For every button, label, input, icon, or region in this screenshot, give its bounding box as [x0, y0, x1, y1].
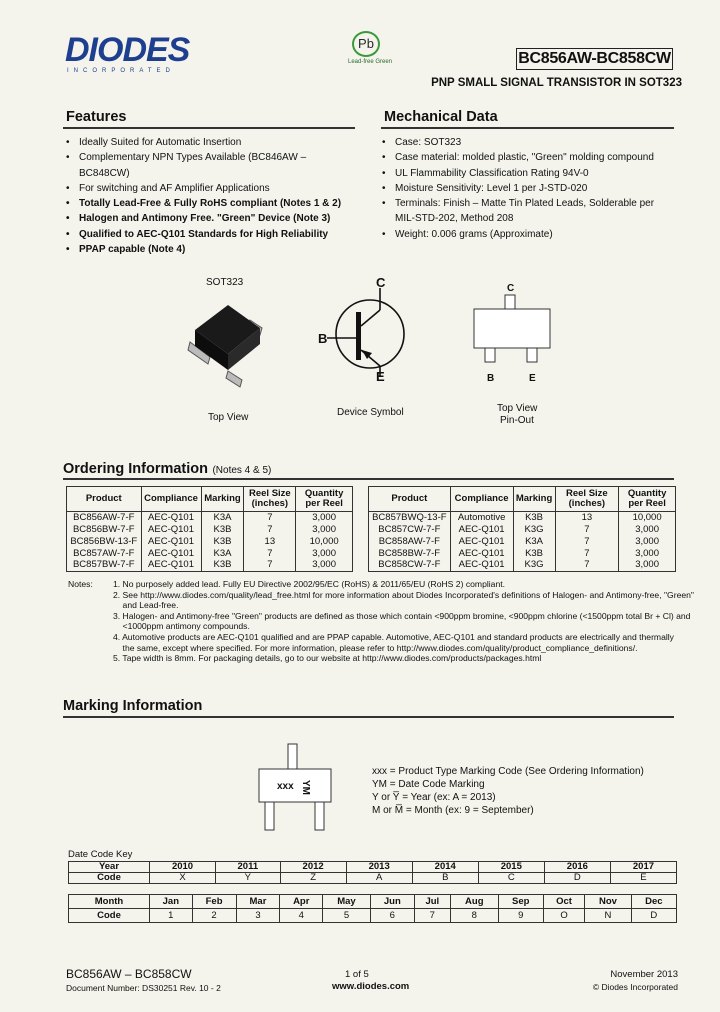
- symbol-pin-b: B: [318, 331, 328, 346]
- footer-page: 1 of 5: [345, 969, 369, 980]
- year-cell: 2010: [150, 862, 216, 873]
- ordering-row: [67, 560, 353, 572]
- marking-heading: Marking Information: [63, 698, 203, 714]
- month-code-cell: 8: [450, 909, 498, 923]
- pinout-pin-c: C: [507, 283, 515, 294]
- month-cell: Apr: [280, 895, 323, 909]
- ordering-row: [67, 524, 353, 536]
- year-code-cell: Y: [216, 873, 281, 884]
- feature-item: • For switching and AF Amplifier Applications: [66, 181, 356, 196]
- package-label: SOT323: [206, 277, 244, 288]
- note-item: and Lead-free.: [113, 600, 179, 611]
- month-code-cell: 3: [236, 909, 280, 923]
- note-item: <1000ppm antimony compounds.: [113, 621, 250, 632]
- company-logo: DIODES: [65, 31, 190, 69]
- year-code-table: [68, 861, 677, 884]
- ordering-cell: K3B: [201, 560, 244, 572]
- col-product: Product: [369, 487, 451, 512]
- pinout-caption-1: Top View: [497, 403, 538, 414]
- marking-legend-line: YM = Date Code Marking: [372, 779, 485, 790]
- ordering-cell: BC857BW-7-F: [67, 560, 142, 572]
- ordering-cell: AEC-Q101: [450, 548, 513, 560]
- ordering-cell: BC857AW-7-F: [67, 548, 142, 560]
- month-code-cell: 6: [370, 909, 414, 923]
- ordering-cell: 7: [244, 524, 296, 536]
- year-cell: 2011: [216, 862, 281, 873]
- col-marking: Marking: [513, 487, 555, 512]
- ordering-row: [369, 548, 676, 560]
- ordering-cell: BC858BW-7-F: [369, 548, 451, 560]
- col-compliance: Compliance: [450, 487, 513, 512]
- ordering-row: [67, 536, 353, 548]
- year-code-cell: A: [346, 873, 412, 884]
- year-code-cell: Z: [280, 873, 346, 884]
- col-compliance: Compliance: [141, 487, 201, 512]
- note-item: 1. No purposely added lead. Fully EU Directive 2002/95/EC (RoHS) & 2011/65/EU (RoHS 2) compliant.: [113, 579, 505, 589]
- feature-item: • Ideally Suited for Automatic Insertion: [66, 135, 356, 150]
- features-heading: Features: [66, 109, 127, 125]
- ordering-cell: BC858AW-7-F: [369, 536, 451, 548]
- ordering-cell: 3,000: [619, 524, 676, 536]
- ordering-cell: 7: [244, 548, 296, 560]
- mechanical-item: • Moisture Sensitivity: Level 1 per J-STD-020: [382, 181, 662, 196]
- col-quantity: Quantity per Reel: [619, 487, 676, 512]
- ordering-cell: 13: [244, 536, 296, 548]
- month-code-cell: 7: [414, 909, 450, 923]
- footer-date: November 2013: [610, 969, 678, 980]
- ordering-cell: AEC-Q101: [141, 548, 201, 560]
- month-code-cell: 2: [192, 909, 236, 923]
- company-logo-subtitle: INCORPORATED: [67, 68, 175, 74]
- ordering-cell: AEC-Q101: [450, 560, 513, 572]
- year-code-cell: C: [478, 873, 544, 884]
- ordering-cell: 3,000: [619, 560, 676, 572]
- month-code-cell: 1: [150, 909, 193, 923]
- mechanical-list: [382, 135, 662, 242]
- ordering-cell: 10,000: [619, 512, 676, 524]
- notes-list: [71, 579, 694, 664]
- pinout-pin-b: B: [487, 373, 495, 384]
- marking-legend-line: xxx = Product Type Marking Code (See Ordering Information): [372, 766, 644, 777]
- ordering-heading: [63, 460, 271, 478]
- ordering-table-left: [66, 486, 353, 572]
- pinout-caption-2: Pin-Out: [500, 415, 534, 426]
- ordering-row: [369, 560, 676, 572]
- footer-copyright: © Diodes Incorporated: [592, 982, 678, 992]
- ordering-cell: AEC-Q101: [141, 512, 201, 524]
- mechanical-item: • Weight: 0.006 grams (Approximate): [382, 227, 662, 242]
- ordering-cell: 3,000: [619, 536, 676, 548]
- symbol-pin-e: E: [376, 369, 385, 384]
- note-item: 2. See http://www.diodes.com/quality/lead_free.html for more information about Diodes Incorporated's definitions of Halogen- and Antimony-free, "Green": [113, 589, 694, 600]
- ordering-cell: 10,000: [296, 536, 353, 548]
- ordering-cell: 3,000: [619, 548, 676, 560]
- marking-legend-line: Y or Y̅ = Year (ex: A = 2013): [372, 792, 496, 803]
- year-code-cell: D: [544, 873, 610, 884]
- ordering-divider: [63, 478, 674, 480]
- ordering-cell: 7: [555, 548, 619, 560]
- year-cell: 2014: [412, 862, 478, 873]
- device-symbol-caption: Device Symbol: [337, 407, 404, 418]
- month-cell: Dec: [631, 895, 676, 909]
- ordering-cell: 7: [555, 524, 619, 536]
- ordering-cell: K3A: [513, 536, 555, 548]
- ordering-cell: 3,000: [296, 524, 353, 536]
- ordering-cell: K3B: [513, 512, 555, 524]
- col-quantity: Quantity per Reel: [296, 487, 353, 512]
- ordering-cell: K3B: [201, 536, 244, 548]
- ordering-row: [369, 536, 676, 548]
- mechanical-item: • Case: SOT323: [382, 135, 662, 150]
- ordering-cell: 7: [555, 536, 619, 548]
- footer-website[interactable]: www.diodes.com: [332, 981, 410, 992]
- ordering-cell: K3A: [201, 512, 244, 524]
- marking-legend: [372, 765, 644, 817]
- part-number-title: BC856AW-BC858CW: [516, 48, 673, 70]
- year-cell: 2012: [280, 862, 346, 873]
- year-label: Year: [69, 862, 150, 873]
- month-cell: May: [323, 895, 371, 909]
- ordering-cell: 13: [555, 512, 619, 524]
- ordering-cell: AEC-Q101: [450, 536, 513, 548]
- month-code-label: Code: [69, 909, 150, 923]
- ordering-cell: K3G: [513, 560, 555, 572]
- col-reel-size: Reel Size (inches): [555, 487, 619, 512]
- month-code-cell: 4: [280, 909, 323, 923]
- ordering-cell: AEC-Q101: [141, 524, 201, 536]
- symbol-pin-c: C: [376, 275, 386, 290]
- month-code-table: [68, 894, 677, 923]
- mechanical-item: • Case material: molded plastic, "Green" molding compound: [382, 150, 662, 165]
- ordering-cell: 3,000: [296, 512, 353, 524]
- month-cell: Nov: [585, 895, 632, 909]
- pinout-pin-e: E: [529, 373, 536, 384]
- footer-doc-number: Document Number: DS30251 Rev. 10 - 2: [66, 983, 221, 993]
- note-item: 4. Automotive products are AEC-Q101 qualified and are PPAP capable. Automotive, AEC-Q101 and standard products are electrically and thermally: [113, 631, 674, 642]
- top-view-caption: Top View: [208, 412, 249, 423]
- mechanical-item: • UL Flammability Classification Rating 94V-0: [382, 166, 662, 181]
- ordering-title: Ordering Information: [63, 461, 208, 477]
- ordering-cell: AEC-Q101: [141, 560, 201, 572]
- ordering-cell: K3B: [201, 524, 244, 536]
- ordering-cell: BC858CW-7-F: [369, 560, 451, 572]
- note-item: 3. Halogen- and Antimony-free "Green" products are defined as those which contain <900ppm bromine, <900ppm chlorine (<1500ppm total Br + Cl) and: [113, 610, 691, 621]
- notes-label: Notes:: [68, 579, 93, 589]
- col-product: Product: [67, 487, 142, 512]
- ordering-cell: 7: [244, 512, 296, 524]
- package-image: [180, 290, 270, 390]
- feature-item: • PPAP capable (Note 4): [66, 242, 356, 257]
- month-label: Month: [69, 895, 150, 909]
- marking-code-xxx: xxx: [277, 781, 294, 792]
- ordering-row: [369, 512, 676, 524]
- month-cell: Jul: [414, 895, 450, 909]
- ordering-cell: K3G: [513, 524, 555, 536]
- year-code-label: Code: [69, 873, 150, 884]
- marking-legend-line: M or M̅ = Month (ex: 9 = September): [372, 805, 534, 816]
- note-item: the same, except where specified. For more information, please refer to http://www.diodes.com/quality/product_compliance_definitions/.: [113, 642, 638, 653]
- ordering-title-note: (Notes 4 & 5): [212, 465, 272, 476]
- ordering-cell: 7: [244, 560, 296, 572]
- lead-free-badge-icon: Pb: [352, 31, 380, 57]
- ordering-row: [67, 512, 353, 524]
- note-item: 5. Tape width is 8mm. For packaging details, go to our website at http://www.diodes.com/products/packages.html: [113, 653, 542, 664]
- lead-free-label: Lead-free Green: [347, 59, 393, 65]
- year-cell: 2016: [544, 862, 610, 873]
- year-code-cell: X: [150, 873, 216, 884]
- month-cell: Mar: [236, 895, 280, 909]
- date-code-title: Date Code Key: [68, 849, 133, 860]
- marking-code-ym: YM: [300, 780, 311, 795]
- col-marking: Marking: [201, 487, 244, 512]
- pinout-diagram: [470, 290, 560, 380]
- features-divider: [63, 127, 355, 129]
- ordering-cell: BC857CW-7-F: [369, 524, 451, 536]
- year-cell: 2015: [478, 862, 544, 873]
- feature-item: • Complementary NPN Types Available (BC846AW – BC848CW): [66, 150, 356, 181]
- ordering-cell: BC857BWQ-13-F: [369, 512, 451, 524]
- feature-item: • Halogen and Antimony Free. "Green" Device (Note 3): [66, 211, 356, 226]
- month-code-cell: 9: [498, 909, 543, 923]
- month-code-cell: 5: [323, 909, 371, 923]
- month-cell: Jun: [370, 895, 414, 909]
- ordering-cell: AEC-Q101: [141, 536, 201, 548]
- ordering-row: [369, 524, 676, 536]
- ordering-cell: K3A: [201, 548, 244, 560]
- month-code-cell: N: [585, 909, 632, 923]
- ordering-cell: BC856BW-7-F: [67, 524, 142, 536]
- mechanical-divider: [381, 127, 674, 129]
- year-cell: 2013: [346, 862, 412, 873]
- ordering-cell: AEC-Q101: [450, 524, 513, 536]
- marking-divider: [63, 716, 674, 718]
- ordering-cell: BC856BW-13-F: [67, 536, 142, 548]
- feature-item: • Totally Lead-Free & Fully RoHS compliant (Notes 1 & 2): [66, 196, 356, 211]
- ordering-cell: K3B: [513, 548, 555, 560]
- month-code-cell: O: [543, 909, 584, 923]
- month-cell: Oct: [543, 895, 584, 909]
- year-cell: 2017: [610, 862, 676, 873]
- mechanical-item: • Terminals: Finish – Matte Tin Plated Leads, Solderable per MIL-STD-202, Method 208: [382, 196, 662, 227]
- mechanical-heading: Mechanical Data: [384, 109, 498, 125]
- marking-package-diagram: [255, 740, 335, 835]
- year-code-cell: B: [412, 873, 478, 884]
- month-cell: Aug: [450, 895, 498, 909]
- ordering-cell: 3,000: [296, 560, 353, 572]
- ordering-cell: 7: [555, 560, 619, 572]
- month-cell: Feb: [192, 895, 236, 909]
- page-subtitle: PNP SMALL SIGNAL TRANSISTOR IN SOT323: [431, 77, 682, 89]
- ordering-cell: Automotive: [450, 512, 513, 524]
- ordering-row: [67, 548, 353, 560]
- footer-part: BC856AW – BC858CW: [66, 967, 192, 981]
- month-cell: Jan: [150, 895, 193, 909]
- ordering-cell: 3,000: [296, 548, 353, 560]
- ordering-cell: BC856AW-7-F: [67, 512, 142, 524]
- col-reel-size: Reel Size (inches): [244, 487, 296, 512]
- month-cell: Sep: [498, 895, 543, 909]
- feature-item: • Qualified to AEC-Q101 Standards for High Reliability: [66, 227, 356, 242]
- features-list: [66, 135, 356, 257]
- year-code-cell: E: [610, 873, 676, 884]
- ordering-table-right: [368, 486, 676, 572]
- month-code-cell: D: [631, 909, 676, 923]
